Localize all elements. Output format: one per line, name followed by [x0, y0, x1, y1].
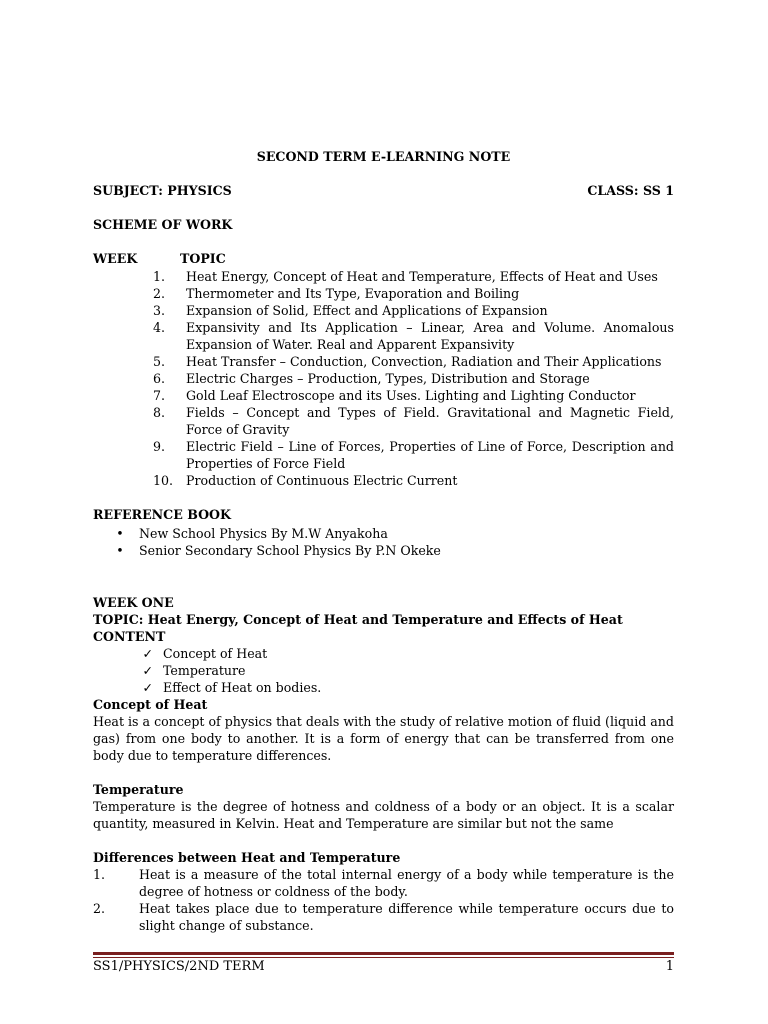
- topic-number: 4.: [153, 320, 166, 335]
- topic-number: 3.: [153, 303, 166, 318]
- difference-text: Heat takes place due to temperature difference while temperature occurs due to slight change of substance.: [139, 901, 674, 933]
- topic-number: 6.: [153, 371, 166, 386]
- footer-rule-thick: [93, 952, 674, 955]
- topic-text: Heat Energy, Concept of Heat and Temperature, Effects of Heat and Uses: [186, 269, 658, 284]
- document-title: SECOND TERM E-LEARNING NOTE: [256, 149, 511, 164]
- list-item: [93, 679, 674, 696]
- topic-number: 1.: [153, 269, 166, 284]
- temperature-paragraph: Temperature is the degree of hotness and coldness of a body or an object. It is a scalar quantity, measured in Kelvin. Heat and Temperature are similar but not the same: [93, 799, 674, 831]
- week-column-header: WEEK: [93, 251, 138, 266]
- topic-text: Fields – Concept and Types of Field. Gravitational and Magnetic Field, Force of Gravity: [186, 405, 674, 437]
- list-item: [93, 662, 674, 679]
- content-heading: CONTENT: [93, 629, 166, 644]
- bullet-icon: •: [116, 526, 124, 541]
- temperature-heading: Temperature: [93, 782, 184, 797]
- footer-label: SS1/PHYSICS/2ND TERM: [93, 959, 265, 974]
- week-one-topic: TOPIC: Heat Energy, Concept of Heat and Temperature and Effects of Heat: [93, 612, 623, 627]
- week-one-section: [93, 594, 674, 934]
- bullet-icon: •: [116, 543, 124, 558]
- week-one-heading: WEEK ONE: [93, 595, 174, 610]
- class-label: CLASS: SS 1: [587, 183, 674, 198]
- reference-list: [93, 525, 674, 559]
- topic-row: [93, 387, 674, 404]
- content-item: Effect of Heat on bodies.: [163, 680, 322, 695]
- difference-number: 1.: [93, 867, 106, 882]
- topic-text: Expansivity and Its Application – Linear, Area and Volume. Anomalous Expansion of Water. Real and Apparent Expansivity: [186, 320, 674, 352]
- check-icon: ✓: [142, 646, 153, 661]
- list-item: [93, 525, 674, 542]
- reference-heading: REFERENCE BOOK: [93, 507, 231, 522]
- topic-number: 7.: [153, 388, 166, 403]
- list-item: [93, 542, 674, 559]
- difference-text: Heat is a measure of the total internal energy of a body while temperature is the degree of hotness or coldness of the body.: [139, 867, 674, 899]
- concept-paragraph: Heat is a concept of physics that deals with the study of relative motion of fluid (liquid and gas) from one body to another. It is a form of energy that can be transferred from one body due to temperature differences.: [93, 714, 674, 763]
- topic-row: [93, 285, 674, 302]
- check-icon: ✓: [142, 680, 153, 695]
- topic-row: [93, 370, 674, 387]
- topic-number: 8.: [153, 405, 166, 420]
- topic-text: Electric Field – Line of Forces, Properties of Line of Force, Description and Properties of Force Field: [186, 439, 674, 471]
- page-number: 1: [665, 959, 674, 974]
- topic-number: 2.: [153, 286, 166, 301]
- subject-label: SUBJECT: PHYSICS: [93, 183, 232, 198]
- scheme-heading: SCHEME OF WORK: [93, 217, 233, 232]
- topic-text: Gold Leaf Electroscope and its Uses. Lighting and Lighting Conductor: [186, 388, 636, 403]
- topic-text: Electric Charges – Production, Types, Distribution and Storage: [186, 371, 590, 386]
- list-item: [93, 866, 674, 900]
- content-item: Temperature: [163, 663, 246, 678]
- subject-row: [93, 182, 674, 199]
- list-item: [93, 645, 674, 662]
- topic-row: [93, 319, 674, 353]
- check-icon: ✓: [142, 663, 153, 678]
- topic-row: [93, 353, 674, 370]
- differences-heading: Differences between Heat and Temperature: [93, 850, 401, 865]
- topic-text: Production of Continuous Electric Current: [186, 473, 458, 488]
- topic-row: [93, 404, 674, 438]
- topic-number: 10.: [153, 473, 174, 488]
- topic-column-header: TOPIC: [180, 251, 226, 266]
- concept-heading: Concept of Heat: [93, 697, 208, 712]
- topic-row: [93, 302, 674, 319]
- reference-book: Senior Secondary School Physics By P.N Okeke: [139, 543, 441, 558]
- scheme-topic-list: [93, 268, 674, 489]
- topic-text: Heat Transfer – Conduction, Convection, Radiation and Their Applications: [186, 354, 662, 369]
- topic-text: Expansion of Solid, Effect and Applications of Expansion: [186, 303, 548, 318]
- topic-row: [93, 472, 674, 489]
- topic-number: 9.: [153, 439, 166, 454]
- topic-row: [93, 438, 674, 472]
- page-footer: [93, 958, 674, 975]
- content-item: Concept of Heat: [163, 646, 268, 661]
- topic-row: [93, 268, 674, 285]
- difference-number: 2.: [93, 901, 106, 916]
- document-page: [93, 0, 674, 1024]
- list-item: [93, 900, 674, 934]
- topic-number: 5.: [153, 354, 166, 369]
- topic-text: Thermometer and Its Type, Evaporation and Boiling: [186, 286, 520, 301]
- reference-book: New School Physics By M.W Anyakoha: [139, 526, 388, 541]
